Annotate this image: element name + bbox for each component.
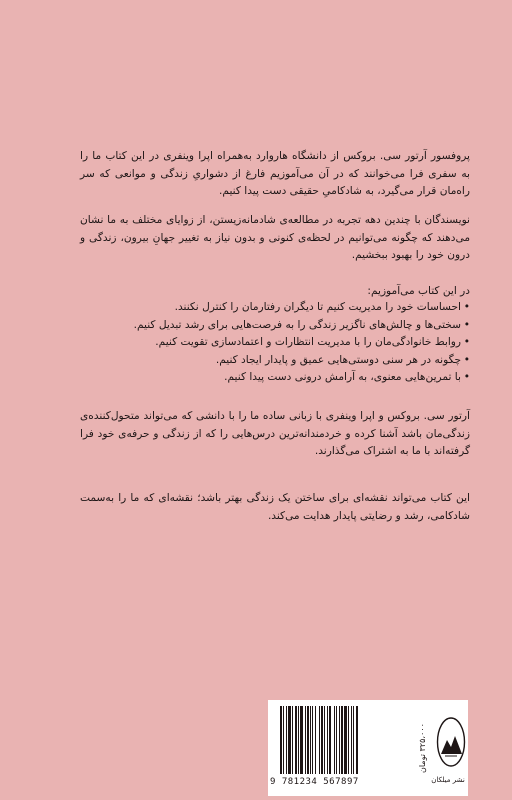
- summary-paragraph: [80, 408, 470, 461]
- barcode-bar: [344, 706, 347, 774]
- barcode-bar: [283, 706, 284, 774]
- barcode-bar: [324, 706, 325, 774]
- barcode-bar: [307, 706, 309, 774]
- barcode-bar: [300, 706, 303, 774]
- lessons-list: [80, 299, 470, 387]
- authors-paragraph-text: نویسندگان با چندین دهه تجربه در مطالعه‌ی شادمانه‌زیستن، از زوایای مختلف به ما نشان می‌دهند که چگونه می‌توانیم در لحظه‌ی کنونی و بدون نیاز به تغییر جهانِ بیرون، زندگی و درون خود را بهبود ببخشیم.: [80, 214, 470, 261]
- barcode-bar: [348, 706, 349, 774]
- barcode-bar: [305, 706, 306, 774]
- barcode: [278, 706, 406, 774]
- publisher-logo-icon: [436, 716, 466, 768]
- intro-paragraph: [80, 148, 470, 201]
- publisher-name: نشر میلکان: [431, 776, 465, 784]
- barcode-bar: [341, 706, 343, 774]
- list-item: • با تمرین‌هایی معنوی، به آرامش درونی دست پیدا کنیم.: [80, 369, 470, 387]
- barcode-bar: [280, 706, 282, 774]
- closing-paragraph-text: این کتاب می‌تواند نقشه‌ای برای ساختن یک زندگی بهتر باشد؛ نقشه‌ای که ما را به‌سمت شادکامی، رشد و رضایتی پایدار هدایت می‌کند.: [80, 492, 470, 522]
- barcode-bar: [334, 706, 335, 774]
- list-item: • سختی‌ها و چالش‌های ناگزیر زندگی را به فرصت‌هایی برای رشد تبدیل کنیم.: [80, 317, 470, 335]
- list-heading: [80, 283, 470, 301]
- barcode-bar: [312, 706, 313, 774]
- list-item: • چگونه در هر سنی دوستی‌هایی عمیق و پایدار ایجاد کنیم.: [80, 352, 470, 370]
- barcode-bar: [356, 706, 358, 774]
- list-heading-text: در این کتاب می‌آموزیم:: [367, 285, 470, 297]
- price-label: ۳۲۵،۰۰۰ تومان: [418, 723, 427, 773]
- barcode-bar: [292, 706, 293, 774]
- barcode-bar: [336, 706, 337, 774]
- barcode-bar: [298, 706, 299, 774]
- barcode-bar: [286, 706, 287, 774]
- barcode-bar: [319, 706, 320, 774]
- summary-paragraph-text: آرتور سی. بروکس و اپرا وینفری با زبانی ساده ما را با دانشی که می‌تواند متحول‌کننده‌ی زندگی‌مان باشد آشنا کرده و خردمندانه‌ترین درس‌هایی را که از زندگی و حرفه‌ی خود فرا گرفته‌اند با ما به اشتراک می‌گذارند.: [80, 410, 470, 457]
- barcode-bar: [351, 706, 352, 774]
- intro-paragraph-text: پروفسور آرتور سی. بروکس از دانشگاه هاروارد به‌همراه اپرا وینفری در این کتاب ما را به سفری فرا می‌خوانند که در آن می‌آموزیم فارغ از دشواریِ زندگی و موانعی که سر راه‌مان قرار می‌گیرد، به شادکامیِ حقیقی دست پیدا کنیم.: [80, 150, 470, 197]
- authors-paragraph: [80, 212, 470, 265]
- barcode-panel: [268, 700, 468, 796]
- isbn-number: 9 781234 567897: [270, 777, 359, 787]
- list-item: • احساسات خود را مدیریت کنیم تا دیگران رفتارمان را کنترل نکنند.: [80, 299, 470, 317]
- barcode-bar: [339, 706, 340, 774]
- barcode-bar: [329, 706, 331, 774]
- closing-paragraph: [80, 490, 470, 525]
- barcode-bar: [288, 706, 291, 774]
- barcode-bar: [315, 706, 316, 774]
- barcode-bar: [310, 706, 311, 774]
- barcode-bar: [327, 706, 328, 774]
- barcode-bar: [321, 706, 323, 774]
- barcode-bar: [353, 706, 354, 774]
- barcode-bar: [295, 706, 297, 774]
- list-item: • روابط خانوادگی‌مان را با مدیریت انتظارات و اعتمادسازی تقویت کنیم.: [80, 334, 470, 352]
